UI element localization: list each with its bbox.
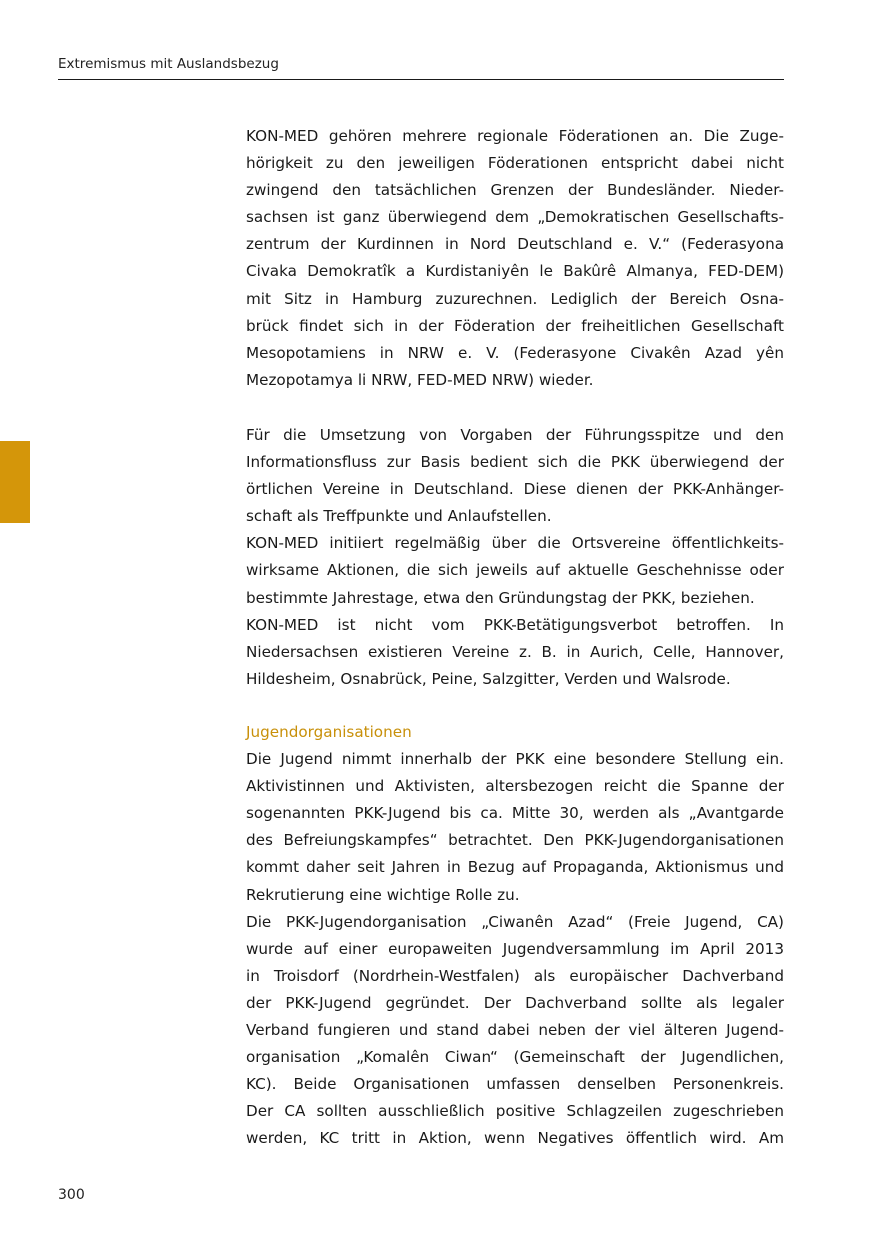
paragraph-konmed-actions: [246, 530, 784, 611]
text-line: werden, KC tritt in Aktion, wenn Negatives öffentlich wird. Am: [246, 1129, 784, 1148]
text-line: KON-MED gehören mehrere regionale Föderationen an. Die Zuge-: [246, 127, 784, 145]
text-line: der PKK-Jugend gegründet. Der Dachverband sollte als legaler: [246, 993, 784, 1012]
text-line: Mezopotamya li NRW, FED-MED NRW) wieder.: [246, 370, 594, 389]
text-line: sachsen ist ganz überwiegend dem „Demokratischen Gesellschafts-: [246, 208, 784, 227]
section-heading: Jugendorganisationen: [246, 723, 412, 741]
text-line: Mesopotamiens in NRW e. V. (Federasyone Civakên Azad yên: [246, 343, 784, 362]
text-line: zwingend den tatsächlichen Grenzen der Bundesländer. Nieder-: [246, 181, 784, 200]
text-line: örtlichen Vereine in Deutschland. Diese dienen der PKK-Anhänger-: [246, 480, 784, 499]
text-line: brück findet sich in der Föderation der freiheitlichen Gesellschaft: [246, 316, 784, 335]
text-line: Informationsfluss zur Basis bedient sich die PKK überwiegend der: [246, 453, 784, 472]
text-line: Der CA sollten ausschließlich positive Schlagzeilen zugeschrieben: [246, 1102, 784, 1121]
text-line: hörigkeit zu den jeweiligen Föderationen entspricht dabei nicht: [246, 154, 784, 173]
paragraph-konmed-ban: [246, 612, 784, 693]
paragraph-federations: [246, 123, 784, 394]
page-number: 300: [58, 1187, 85, 1203]
running-header: Extremismus mit Auslandsbezug: [58, 56, 279, 72]
text-line: KC). Beide Organisationen umfassen denselben Personenkreis.: [246, 1075, 784, 1094]
text-line: Für die Umsetzung von Vorgaben der Führungsspitze und den: [246, 426, 784, 444]
text-line: mit Sitz in Hamburg zuzurechnen. Lediglich der Bereich Osna-: [246, 289, 784, 308]
paragraph-youth-role: [246, 746, 784, 909]
text-line: Hildesheim, Osnabrück, Peine, Salzgitter, Verden und Walsrode.: [246, 669, 731, 688]
text-line: Niedersachsen existieren Vereine z. B. in Aurich, Celle, Hannover,: [246, 642, 784, 661]
chapter-tab-marker: [0, 441, 30, 523]
text-line: KON-MED ist nicht vom PKK-Betätigungsverbot betroffen. In: [246, 615, 784, 634]
text-line: Verband fungieren und stand dabei neben der viel älteren Jugend-: [246, 1021, 784, 1040]
text-line: kommt daher seit Jahren in Bezug auf Propaganda, Aktionismus und: [246, 858, 784, 877]
text-line: bestimmte Jahrestage, etwa den Gründungstag der PKK, beziehen.: [246, 588, 755, 607]
text-line: KON-MED initiiert regelmäßig über die Ortsvereine öffentlichkeits-: [246, 534, 784, 553]
text-line: Die Jugend nimmt innerhalb der PKK eine besondere Stellung ein.: [246, 750, 784, 769]
text-line: organisation „Komalên Ciwan“ (Gemeinschaft der Jugendlichen,: [246, 1048, 784, 1067]
paragraph-local-associations: [246, 422, 784, 530]
header-divider: [58, 79, 784, 80]
text-line: zentrum der Kurdinnen in Nord Deutschland e. V.“ (Federasyona: [246, 235, 784, 254]
text-line: Civaka Demokratîk a Kurdistaniyên le Bakûrê Almanya, FED-DEM): [246, 262, 784, 281]
text-line: schaft als Treffpunkte und Anlaufstellen.: [246, 507, 552, 526]
text-line: des Befreiungskampfes“ betrachtet. Den PKK-Jugendorganisationen: [246, 831, 784, 850]
section-youth-organisations: [246, 719, 784, 1153]
text-line: Rekrutierung eine wichtige Rolle zu.: [246, 885, 520, 904]
text-line: Die PKK-Jugendorganisation „Ciwanên Azad“ (Freie Jugend, CA): [246, 912, 784, 931]
text-line: wirksame Aktionen, die sich jeweils auf aktuelle Geschehnisse oder: [246, 561, 784, 580]
text-line: wurde auf einer europaweiten Jugendversammlung im April 2013: [246, 939, 784, 958]
paragraph-ciwanen-azad: [246, 909, 784, 1153]
paragraph-group-associations: [246, 422, 784, 693]
text-line: in Troisdorf (Nordrhein-Westfalen) als europäischer Dachverband: [246, 966, 784, 985]
text-line: sogenannten PKK-Jugend bis ca. Mitte 30, werden als „Avantgarde: [246, 804, 784, 823]
text-line: Aktivistinnen und Aktivisten, altersbezogen reicht die Spanne der: [246, 777, 784, 796]
